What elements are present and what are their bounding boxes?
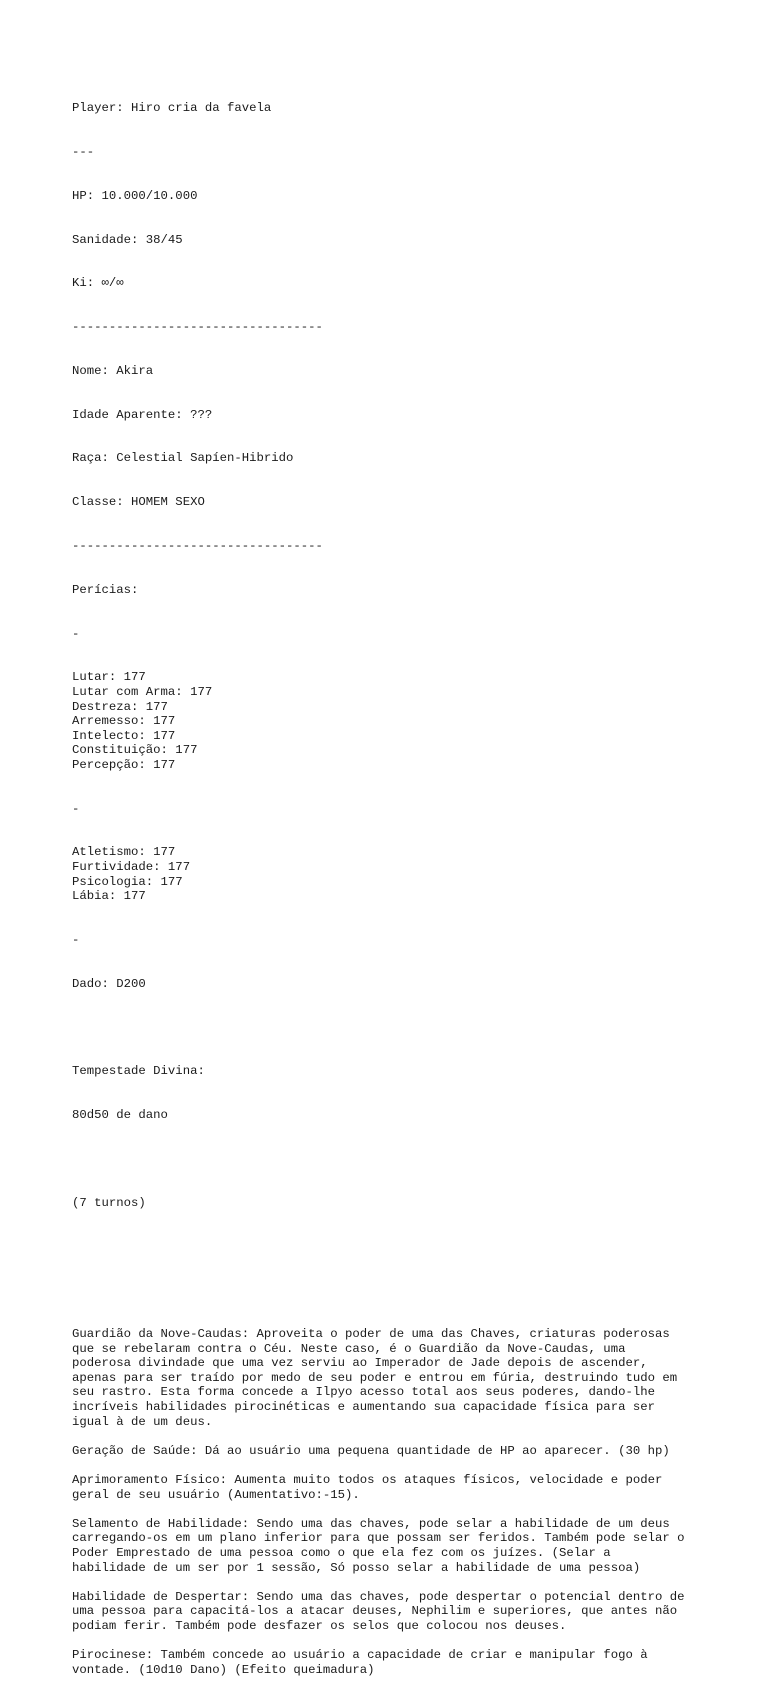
ability-paragraph — [72, 1517, 712, 1575]
ability-text-line: geral de seu usuário (Aumentativo:-15). — [72, 1487, 360, 1502]
ability-text-line: Geração de Saúde: Dá ao usuário uma pequena quantidade de HP ao aparecer. (30 hp) — [72, 1443, 670, 1458]
dash-divider-2: - — [72, 801, 80, 816]
blank-line — [72, 1240, 712, 1255]
hp-line: HP: 10.000/10.000 — [72, 188, 198, 203]
ability-text-line: igual à de um deus. — [72, 1414, 213, 1429]
blank-line — [72, 1502, 712, 1517]
nome-line: Nome: Akira — [72, 363, 154, 378]
separator-short: --- — [72, 144, 95, 159]
separator-long-1: ---------------------------------- — [72, 320, 323, 335]
skill-line: Atletismo: 177 — [72, 845, 176, 860]
skill-line: Psicologia: 177 — [72, 874, 183, 889]
ability-text-line: vontade. (10d10 Dano) (Efeito queimadura) — [72, 1662, 375, 1677]
skill-line: Percepção: 177 — [72, 757, 176, 772]
ability-paragraph — [72, 1444, 712, 1459]
skills-group-b — [72, 845, 712, 903]
ki-line: Ki: ∞/∞ — [72, 276, 124, 291]
ability-text-line: carregando-os em um plano inferior para que possam ser feridos. Também pode selar o — [72, 1531, 685, 1546]
abilities-section — [72, 1327, 712, 1677]
ability-text-line: habilidade de um ser por 1 sessão, Só posso selar a habilidade de uma pessoa) — [72, 1560, 641, 1575]
player-line: Player: Hiro cria da favela — [72, 101, 272, 116]
ability-paragraph — [72, 1327, 712, 1429]
ability-text-line: Poder Emprestado de uma pessoa como o que ela fez com os juízes. (Selar a — [72, 1545, 611, 1560]
separator-long-2: ---------------------------------- — [72, 539, 323, 553]
blank-line — [72, 1634, 712, 1649]
skill-line: Arremesso: 177 — [72, 714, 176, 729]
skill-line: Lutar com Arma: 177 — [72, 684, 213, 699]
blank-line — [72, 1283, 712, 1298]
ability-paragraph — [72, 1648, 712, 1677]
raca-line: Raça: Celestial Sapíen-Hibrido — [72, 451, 294, 466]
dash-divider-3: - — [72, 933, 80, 948]
ability-text-line: podiam ferir. Também pode desfazer os selos que colocou nos deuses. — [72, 1618, 567, 1633]
ability-text-line: Guardião da Nove-Caudas: Aproveita o poder de uma das Chaves, criaturas poderosas — [72, 1327, 670, 1342]
ability-text-line: Selamento de Habilidade: Sendo uma das chaves, pode selar a habilidade de um deus — [72, 1516, 670, 1531]
ability-paragraph — [72, 1473, 712, 1502]
ability-text-line: apenas para ser traído por medo de seu poder e entrou em fúria, destruindo tudo em — [72, 1370, 678, 1385]
pericias-heading: Perícias: — [72, 582, 139, 597]
ability-text-line: que se rebelaram contra o Céu. Neste caso, é o Guardião da Nove-Caudas, uma — [72, 1341, 626, 1356]
sanidade-line: Sanidade: 38/45 — [72, 232, 183, 247]
skill-line: Lábia: 177 — [72, 889, 146, 904]
blank-line — [72, 1021, 712, 1036]
tempestade-dano: 80d50 de dano — [72, 1108, 168, 1123]
classe-line: Classe: HOMEM SEXO — [72, 495, 205, 510]
skill-line: Destreza: 177 — [72, 699, 168, 714]
ability-text-line: uma pessoa para capacitá-los a atacar deuses, Nephilim e superiores, que antes não — [72, 1604, 678, 1619]
skill-line: Intelecto: 177 — [72, 728, 176, 743]
ability-text-line: Habilidade de Despertar: Sendo uma das chaves, pode despertar o potencial dentro de — [72, 1589, 685, 1604]
blank-line — [72, 1429, 712, 1444]
ability-text-line: incríveis habilidades pirocinéticas e aumentando sua capacidade física para ser — [72, 1400, 655, 1415]
document-page — [72, 72, 712, 1692]
skills-group-a — [72, 670, 712, 772]
idade-line: Idade Aparente: ??? — [72, 407, 213, 422]
ability-text-line: seu rastro. Esta forma concede a Ilpyo acesso total aos seus poderes, dando-lhe — [72, 1385, 655, 1400]
blank-line — [72, 1152, 712, 1167]
blank-line — [72, 1575, 712, 1590]
ability-text-line: poderosa divindade que uma vez serviu ao Imperador de Jade depois de ascender, — [72, 1356, 648, 1371]
ability-paragraph — [72, 1590, 712, 1634]
dash-divider-1: - — [72, 626, 80, 641]
blank-line — [72, 1458, 712, 1473]
ability-text-line: Pirocinese: Também concede ao usuário a capacidade de criar e manipular fogo à — [72, 1648, 648, 1663]
tempestade-title: Tempestade Divina: — [72, 1064, 205, 1079]
skill-line: Constituição: 177 — [72, 743, 198, 758]
turnos-line: (7 turnos) — [72, 1195, 146, 1210]
dado-line: Dado: D200 — [72, 976, 146, 991]
skill-line: Lutar: 177 — [72, 670, 146, 685]
ability-text-line: Aprimoramento Físico: Aumenta muito todos os ataques físicos, velocidade e poder — [72, 1473, 663, 1487]
skill-line: Furtividade: 177 — [72, 860, 191, 875]
